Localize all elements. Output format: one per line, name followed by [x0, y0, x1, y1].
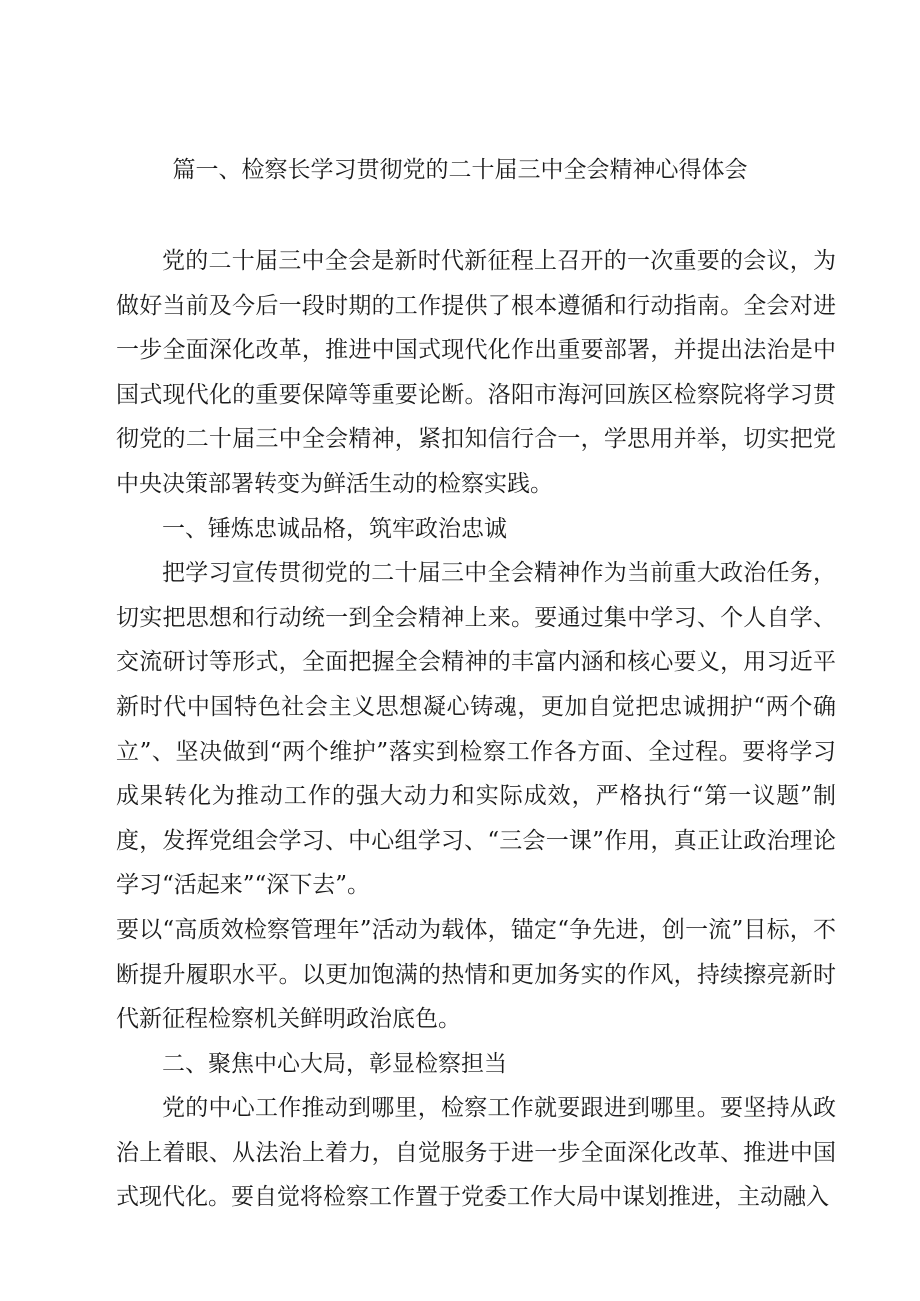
document-title: 篇一、检察长学习贯彻党的二十届三中全会精神心得体会	[172, 157, 748, 183]
intro-paragraph: 党的二十届三中全会是新时代新征程上召开的一次重要的会议，为做好当前及今后一段时期的工作提供了根本遵循和行动指南。全会对进一步全面深化改革，推进中国式现代化作出重要部署，并提出法治是中国式现代化的重要保障等重要论断。洛阳市海河回族区检察院将学习贯彻党的二十届三中全会精神，紧扣知信行合一，学思用并举，切实把党中央决策部署转变为鲜活生动的检察实践。	[116, 248, 836, 497]
section-2-paragraph-1: 党的中心工作推动到哪里，检察工作就要跟进到哪里。要坚持从政治上着眼、从法治上着力，自觉服务于进一步全面深化改革、推进中国式现代化。要自觉将检察工作置于党委工作大局中谋划推进，主动融入	[116, 1095, 836, 1211]
section-1-paragraph-2: 要以“高质效检察管理年”活动为载体，锚定“争先进，创一流”目标，不断提升履职水平。以更加饱满的热情和更加务实的作风，持续擦亮新时代新征程检察机关鲜明政治底色。	[116, 916, 836, 1033]
document-body	[116, 239, 836, 1220]
section-heading-2: 二、聚焦中心大局，彰显检察担当	[162, 1050, 507, 1077]
section-heading-1: 一、锤炼忠诚品格，筑牢政治忠诚	[162, 515, 507, 542]
section-1-paragraph-1: 把学习宣传贯彻党的二十届三中全会精神作为当前重大政治任务，切实把思想和行动统一到全会精神上来。要通过集中学习、个人自学、交流研讨等形式，全面把握全会精神的丰富内涵和核心要义，用习近平新时代中国特色社会主义思想凝心铸魂，更加自觉把忠诚拥护“两个确立”、坚决做到“两个维护”落实到检察工作各方面、全过程。要将学习成果转化为推动工作的强大动力和实际成效，严格执行“第一议题”制度，发挥党组会学习、中心组学习、“三会一课”作用，真正让政治理论学习“活起来”“深下去”。	[116, 560, 836, 899]
